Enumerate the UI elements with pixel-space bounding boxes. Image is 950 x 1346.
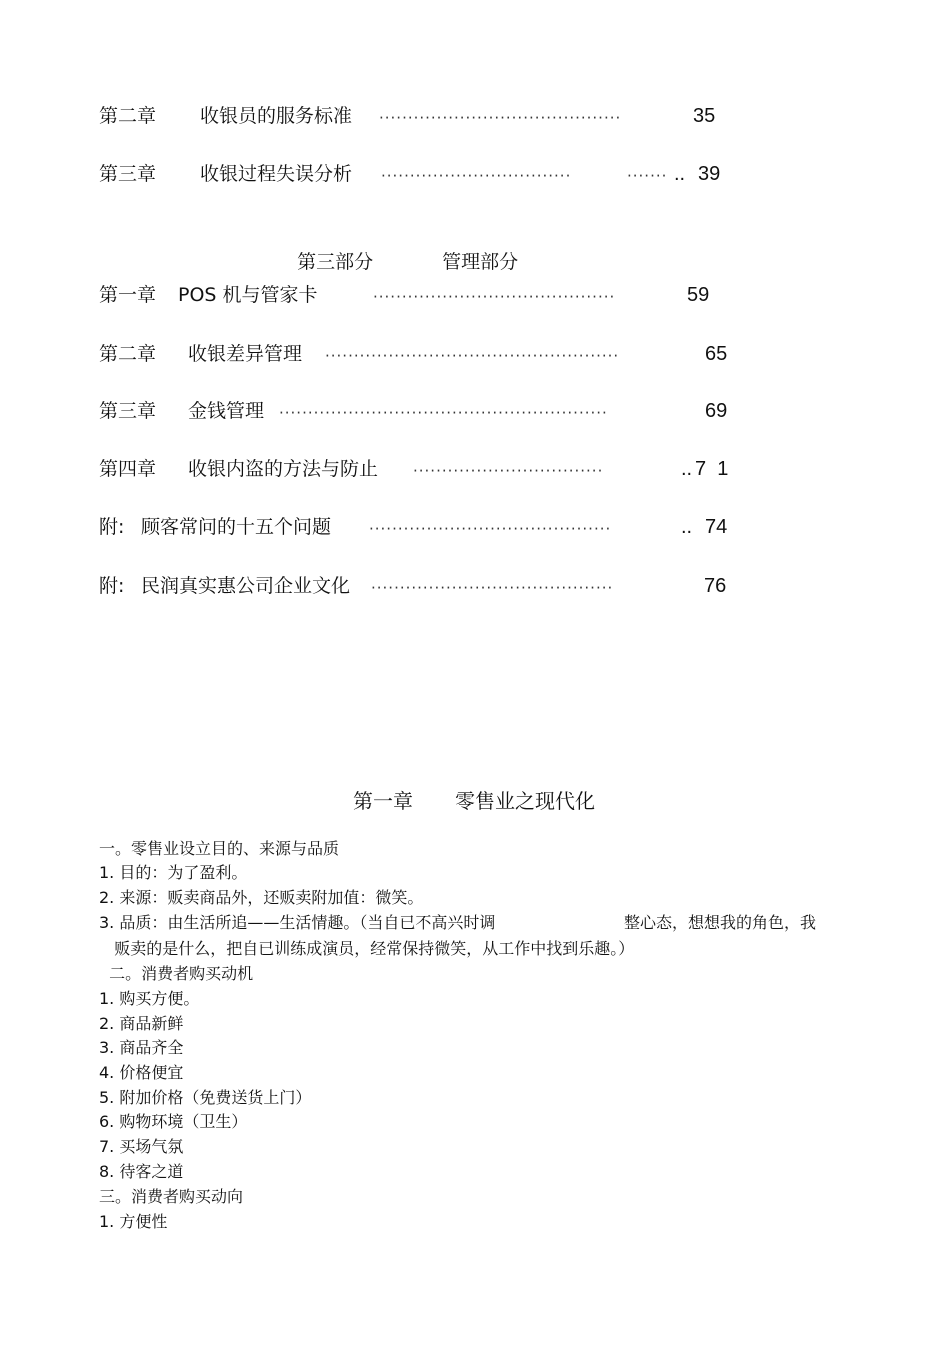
toc-dots: ································· xyxy=(413,462,604,480)
body-line-tail: 整心态，想想我的角色，我 xyxy=(624,913,817,932)
toc-title: 收银过程失误分析 xyxy=(200,163,353,185)
toc-dots: ·········································· xyxy=(371,579,614,597)
body-line: 5. 附加价格（免费送货上门） xyxy=(99,1088,312,1107)
body-line: 7. 买场气氛 xyxy=(99,1137,184,1156)
toc-dots: ·········································· xyxy=(373,288,616,306)
toc-dots-2: ······· xyxy=(627,167,668,185)
toc-title: 收银员的服务标准 xyxy=(200,105,353,127)
body-line: 三。消费者购买动向 xyxy=(99,1187,244,1206)
body-line: 1. 目的：为了盈利。 xyxy=(99,863,248,882)
toc-page: 65 xyxy=(705,343,728,365)
toc-page: 69 xyxy=(705,400,728,422)
toc-chapter: 第三章 xyxy=(99,163,157,185)
toc-page: 74 xyxy=(705,516,728,538)
body-line: 8. 待客之道 xyxy=(99,1162,184,1181)
body-line: 2. 来源：贩卖商品外，还贩卖附加值：微笑。 xyxy=(99,888,424,907)
toc-prefix: .. xyxy=(681,458,693,480)
toc-dots: ························································· xyxy=(279,404,608,422)
toc-chapter: 附: xyxy=(99,516,125,538)
body-line: 3. 品质：由生活所追——生活情趣。（当自已不高兴时调 xyxy=(99,913,496,932)
toc-title: POS 机与管家卡 xyxy=(178,284,318,306)
toc-page: 39 xyxy=(698,163,721,185)
chapter-number: 第一章 xyxy=(353,789,413,813)
body-line: 2. 商品新鲜 xyxy=(99,1014,184,1033)
toc-dots: ··················································· xyxy=(325,347,620,365)
body-line: 二。消费者购买动机 xyxy=(99,964,254,983)
toc-dots: ·········································· xyxy=(379,109,622,127)
toc-title: 顾客常问的十五个问题 xyxy=(141,516,332,538)
body-line: 6. 购物环境（卫生） xyxy=(99,1112,248,1131)
section-part: 第三部分 xyxy=(297,251,374,273)
toc-entry xyxy=(99,574,727,718)
body-line: 4. 价格便宜 xyxy=(99,1063,184,1082)
toc-title: 民润真实惠公司企业文化 xyxy=(141,575,351,597)
toc-title: 收银差异管理 xyxy=(188,343,303,365)
toc-chapter: 第一章 xyxy=(99,284,157,306)
chapter-title: 零售业之现代化 xyxy=(455,789,595,813)
toc-dots: ·········································· xyxy=(369,520,612,538)
toc-dots: ································· xyxy=(381,167,572,185)
toc-page: 76 xyxy=(704,575,727,597)
toc-page: 7 1 xyxy=(695,458,729,480)
toc-chapter: 第二章 xyxy=(99,343,157,365)
toc-chapter: 第四章 xyxy=(99,458,157,480)
body-line: 一。零售业设立目的、来源与品质 xyxy=(99,839,340,858)
body-line: 1. 购买方便。 xyxy=(99,989,200,1008)
toc-page: 59 xyxy=(687,284,710,306)
toc-chapter: 第二章 xyxy=(99,105,157,127)
toc-page: 35 xyxy=(693,105,716,127)
toc-chapter: 第三章 xyxy=(99,400,157,422)
toc-title: 金钱管理 xyxy=(188,400,265,422)
toc-chapter: 附: xyxy=(99,575,125,597)
toc-title: 收银内盗的方法与防止 xyxy=(188,458,379,480)
toc-prefix: .. xyxy=(681,516,693,538)
section-name: 管理部分 xyxy=(442,251,519,273)
toc-prefix: .. xyxy=(674,163,686,185)
body-line: 贩卖的是什么，把自已训练成演员，经常保持微笑，从工作中找到乐趣。） xyxy=(99,939,635,958)
body-line: 3. 商品齐全 xyxy=(99,1038,184,1057)
body-line: 1. 方便性 xyxy=(99,1212,168,1231)
